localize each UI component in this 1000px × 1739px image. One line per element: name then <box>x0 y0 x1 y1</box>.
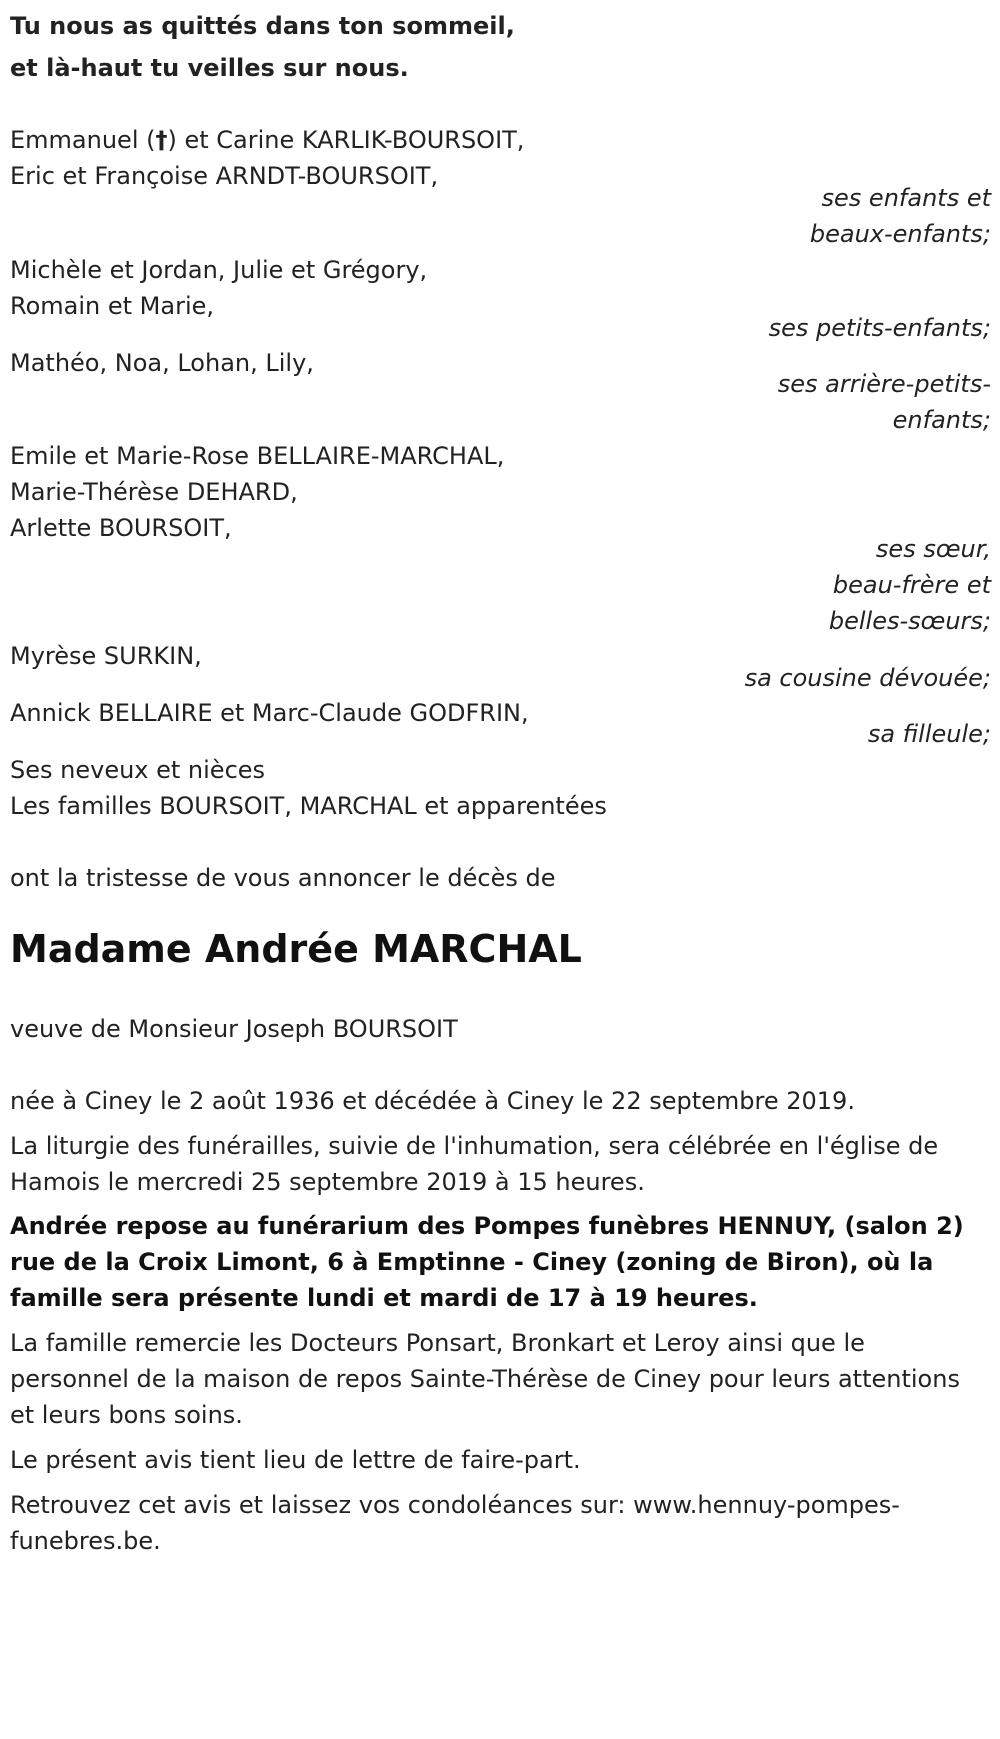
notice-paragraph: Le présent avis tient lieu de lettre de faire-part. <box>10 1446 581 1474</box>
siblings-role-2: beau-frère et <box>832 571 991 599</box>
others-line-1: Ses neveux et nièces <box>10 756 266 784</box>
children-line-1 <box>10 122 524 158</box>
children-line-1-part-a: Emmanuel ( <box>10 126 156 154</box>
grandchildren-line-2: Romain et Marie, <box>10 292 215 320</box>
godchild-line: Annick BELLAIRE et Marc-Claude GODFRIN, <box>10 699 529 727</box>
great-grandchildren-line: Mathéo, Noa, Lohan, Lily, <box>10 349 314 377</box>
godchild-role: sa filleule; <box>867 720 991 748</box>
cross-symbol: † <box>155 126 168 154</box>
deceased-name: Madame Andrée MARCHAL <box>10 927 582 971</box>
great-grandchildren-role-1: ses arrière-petits- <box>777 370 991 398</box>
children-role-2: beaux-enfants; <box>809 220 991 248</box>
widow-of-line: veuve de Monsieur Joseph BOURSOIT <box>10 1015 458 1043</box>
epitaph-line-1: Tu nous as quittés dans ton sommeil, <box>10 12 515 40</box>
liturgy-paragraph: La liturgie des funérailles, suivie de l'inhumation, sera célébrée en l'église de Hamois le mercredi 25 septembre 2019 à 15 heures. <box>10 1132 939 1196</box>
grandchildren-line-1: Michèle et Jordan, Julie et Grégory, <box>10 256 428 284</box>
cousin-role: sa cousine dévouée; <box>744 664 991 692</box>
thanks-paragraph: La famille remercie les Docteurs Ponsart, Bronkart et Leroy ainsi que le personnel de la maison de repos Sainte-Thérèse de Ciney pour leurs attentions et leurs bons soins. <box>10 1329 960 1429</box>
epitaph-line-2: et là-haut tu veilles sur nous. <box>10 54 409 82</box>
siblings-role-1: ses sœur, <box>875 535 991 563</box>
siblings-line-1: Emile et Marie-Rose BELLAIRE-MARCHAL, <box>10 442 505 470</box>
children-role-1: ses enfants et <box>821 184 991 212</box>
condolences-paragraph: Retrouvez cet avis et laissez vos condoléances sur: www.hennuy-pompes-funebres.be. <box>10 1491 900 1555</box>
children-line-2: Eric et Françoise ARNDT-BOURSOIT, <box>10 162 439 190</box>
siblings-line-3: Arlette BOURSOIT, <box>10 514 232 542</box>
children-line-1-part-b: ) et Carine KARLIK-BOURSOIT, <box>167 126 525 154</box>
siblings-role-3: belles-sœurs; <box>828 607 991 635</box>
grandchildren-role: ses petits-enfants; <box>768 314 991 342</box>
cousin-line: Myrèse SURKIN, <box>10 642 202 670</box>
funeral-home-paragraph: Andrée repose au funérarium des Pompes funèbres HENNUY, (salon 2) rue de la Croix Limont, 6 à Emptinne - Ciney (zoning de Biron), où la famille sera présente lundi et mardi de 17 à 19 heures. <box>10 1212 964 1312</box>
birth-death-paragraph: née à Ciney le 2 août 1936 et décédée à Ciney le 22 septembre 2019. <box>10 1087 855 1115</box>
great-grandchildren-role-2: enfants; <box>892 406 991 434</box>
siblings-line-2: Marie-Thérèse DEHARD, <box>10 478 298 506</box>
others-line-2: Les familles BOURSOIT, MARCHAL et apparentées <box>10 792 607 820</box>
announcement-intro: ont la tristesse de vous annoncer le décès de <box>10 864 556 892</box>
